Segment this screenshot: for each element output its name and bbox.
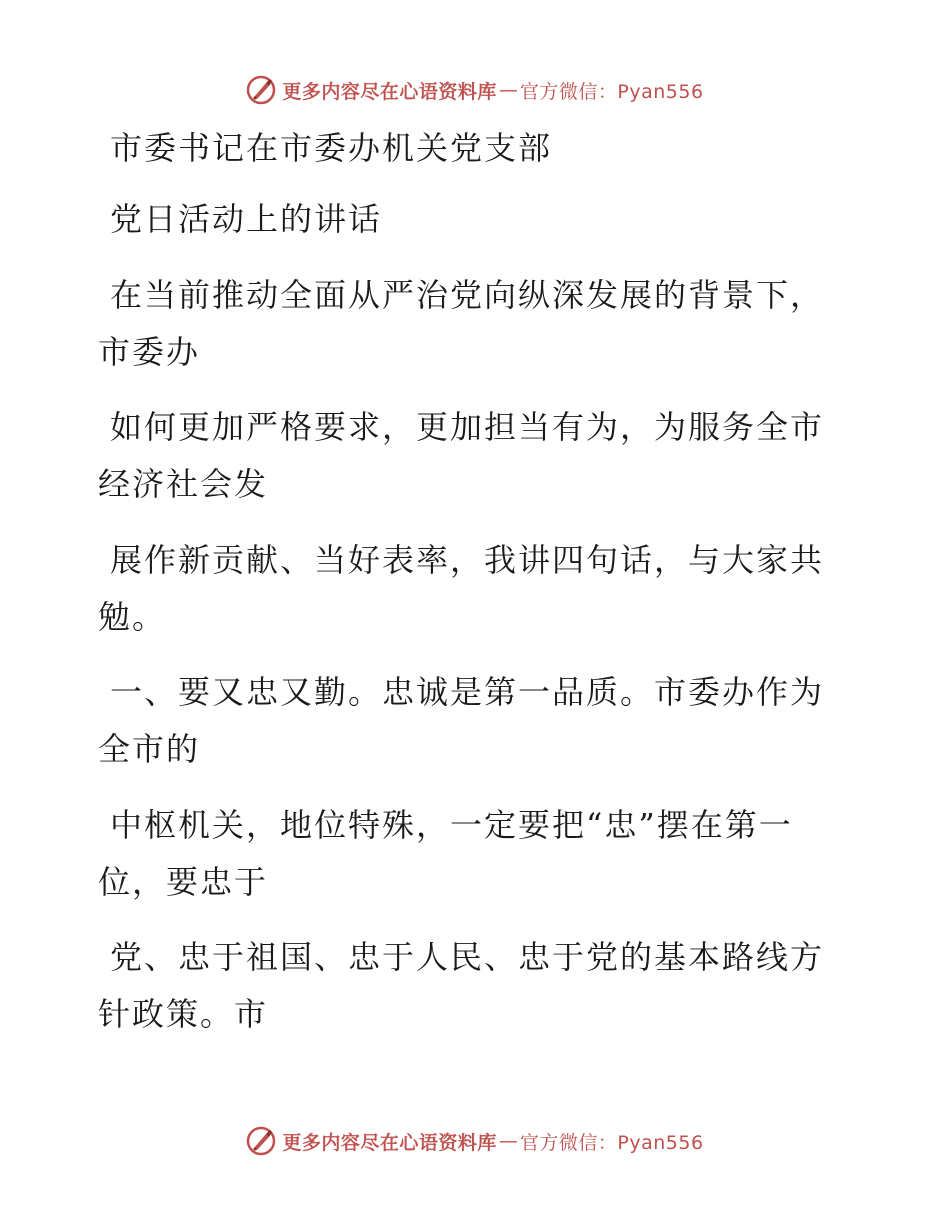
doc-line-9: 一、要又忠又勤。忠诚是第一品质。市委办作为 [110, 673, 825, 711]
doc-line-2: 党日活动上的讲话 [110, 200, 383, 238]
watermark-separator: — [498, 79, 518, 101]
header-watermark [0, 70, 950, 110]
watermark-brand: 更多内容尽在心语资料库 [282, 80, 497, 103]
doc-line-3: 在当前推动全面从严治党向纵深发展的背景下， [110, 276, 825, 314]
watermark-separator: — [498, 1130, 518, 1152]
doc-line-12: 位，要忠于 [98, 863, 269, 901]
footer-watermark [0, 1121, 950, 1161]
doc-line-1: 市委书记在市委办机关党支部 [110, 129, 553, 167]
doc-line-13: 党、忠于祖国、忠于人民、忠于党的基本路线方 [110, 938, 825, 976]
pen-logo-icon [246, 75, 276, 105]
doc-line-6: 经济社会发 [98, 465, 269, 503]
doc-line-8: 勉。 [98, 598, 167, 636]
watermark-contact: 官方微信：Pyan556 [519, 1131, 704, 1154]
doc-line-5: 如何更加严格要求，更加担当有为，为服务全市 [110, 408, 825, 446]
doc-line-14: 针政策。市 [98, 995, 269, 1033]
watermark-brand: 更多内容尽在心语资料库 [282, 1131, 497, 1154]
doc-line-4: 市委办 [98, 333, 201, 371]
watermark-contact: 官方微信：Pyan556 [519, 80, 704, 103]
doc-line-10: 全市的 [98, 730, 201, 768]
pen-logo-icon [246, 1126, 276, 1156]
doc-line-11: 中枢机关，地位特殊，一定要把“忠”摆在第一 [110, 806, 793, 844]
doc-line-7: 展作新贡献、当好表率，我讲四句话，与大家共 [110, 541, 825, 579]
